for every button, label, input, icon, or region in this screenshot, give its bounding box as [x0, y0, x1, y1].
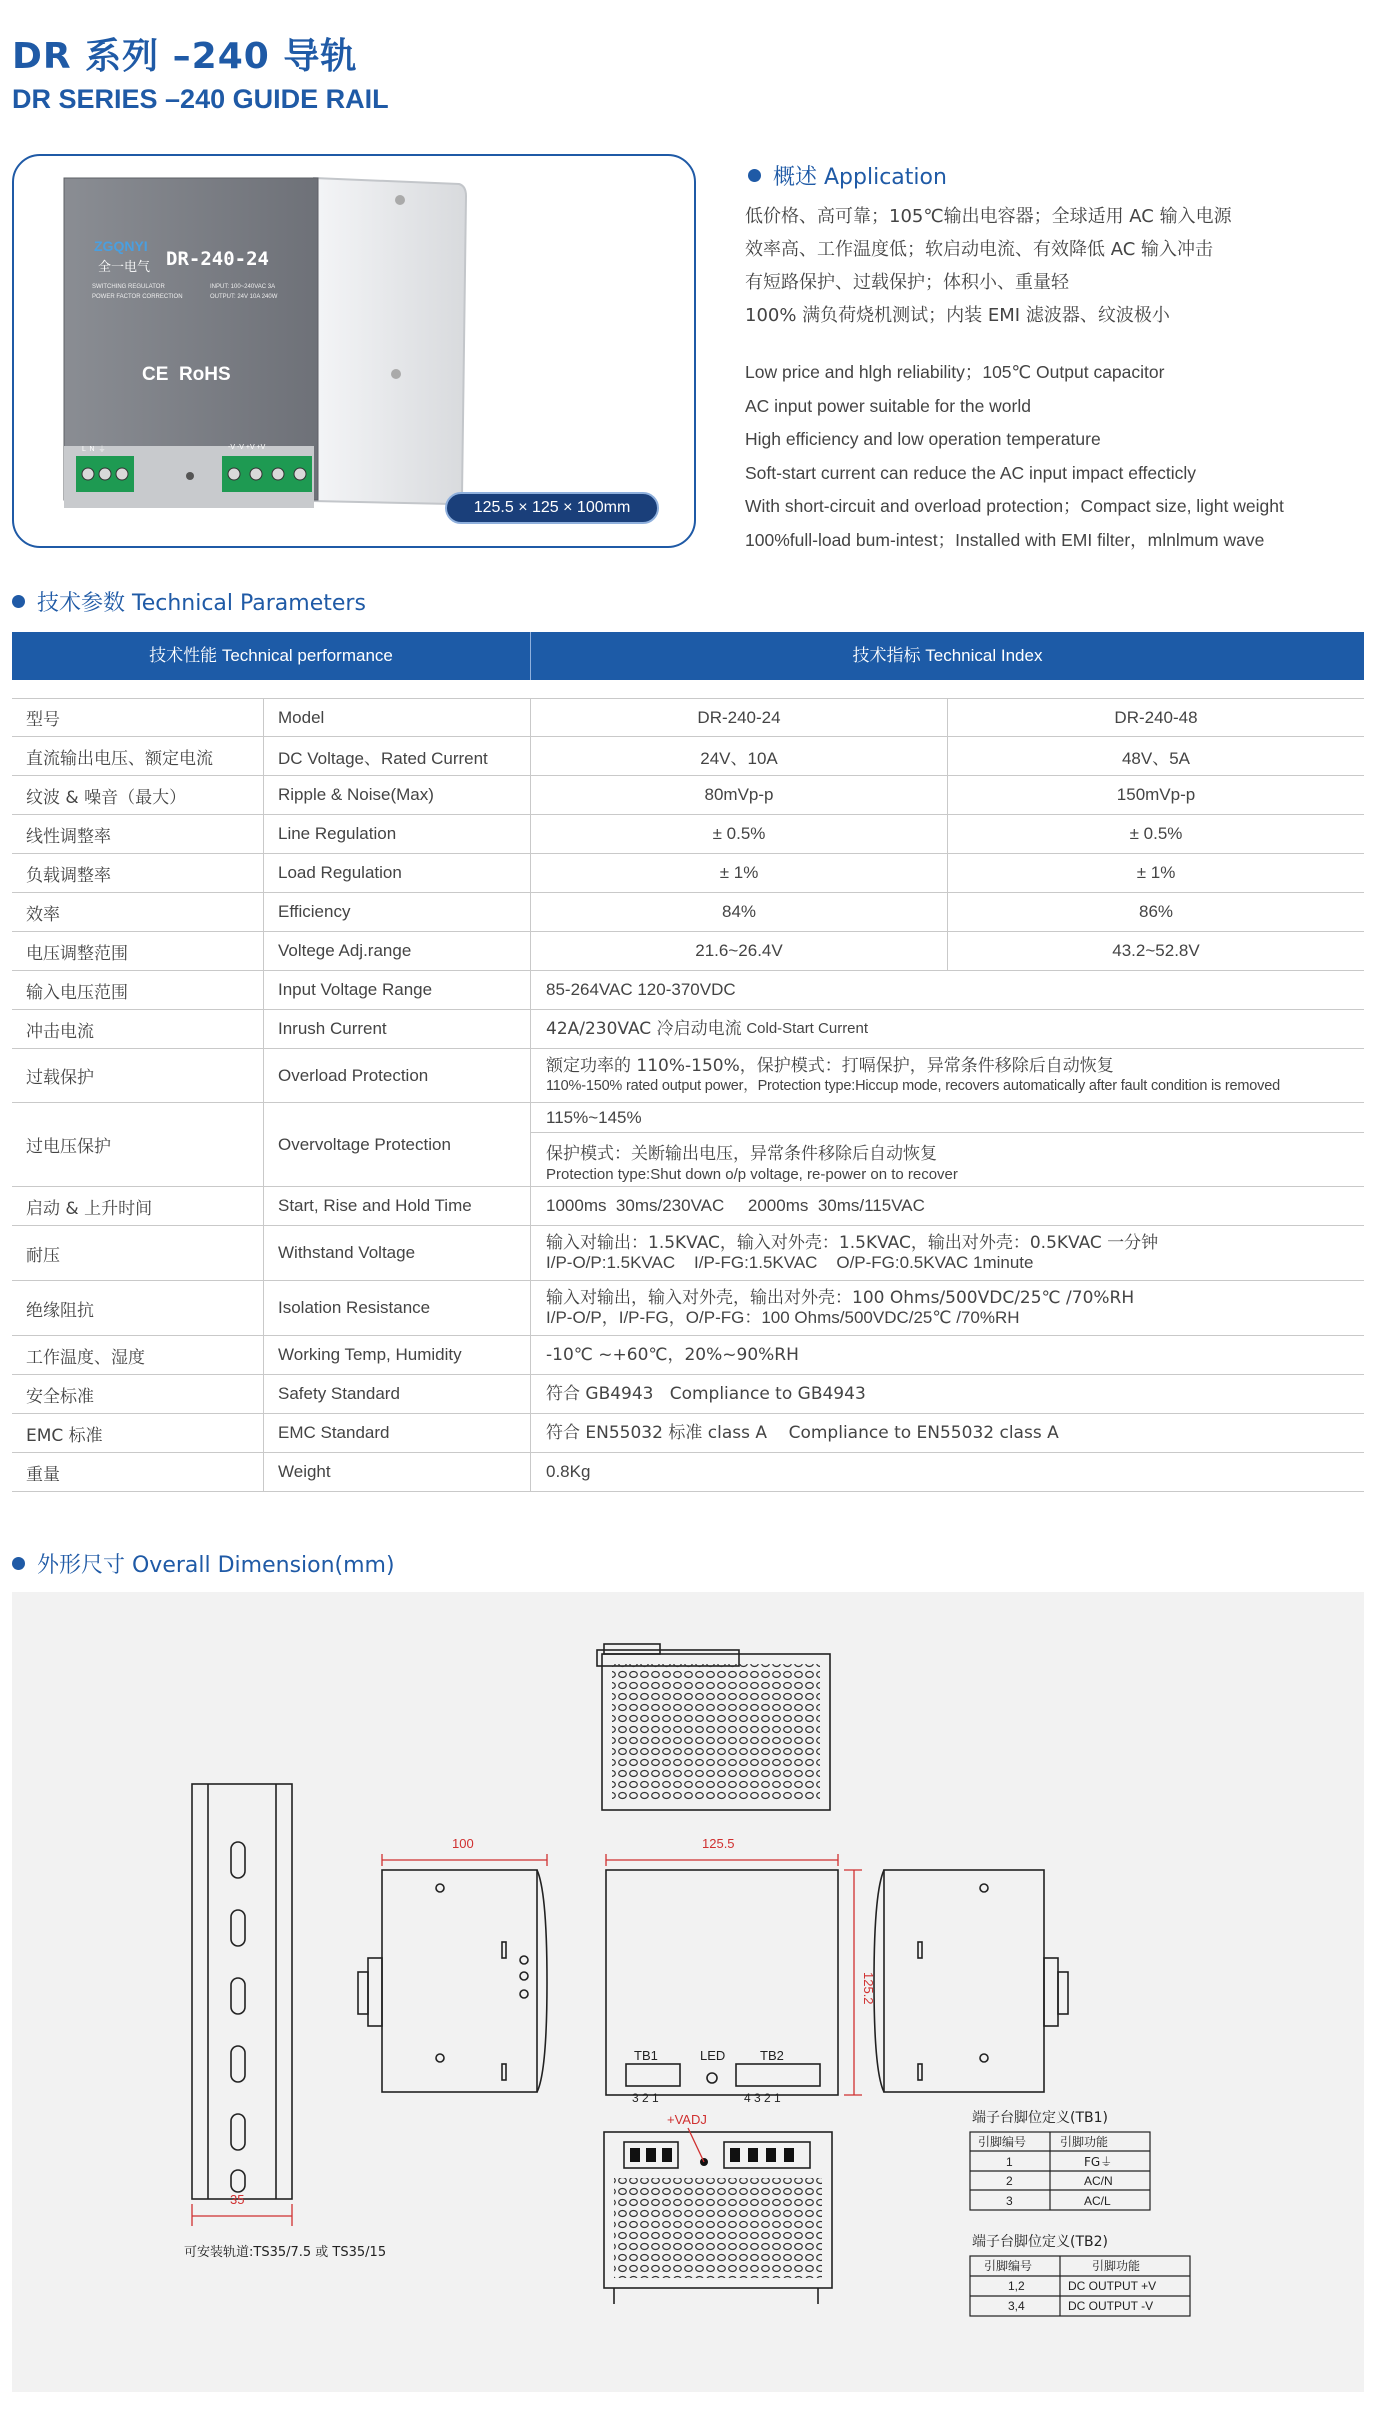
value-48v: 48V、5A: [1121, 748, 1191, 768]
value-24v: 21.6~26.4V: [531, 932, 948, 970]
value-text: Cold-Start Current: [746, 1020, 869, 1037]
value-text: Protection type:Shut down o/p voltage, re-power on to recover: [546, 1166, 958, 1183]
value-text: 42A/230VAC 冷启动电流: [546, 1019, 742, 1039]
table-row: [12, 1375, 1364, 1414]
param-en: Safety Standard: [264, 1375, 531, 1413]
param-en: Voltege Adj.range: [264, 932, 531, 970]
technical-table: [12, 698, 1364, 1492]
value-text: I/P-O/P:1.5KVAC I/P-FG:1.5KVAC O/P-FG:0.5KVAC 1minute: [546, 1253, 1034, 1272]
value-wide: [531, 1226, 1364, 1280]
table-row: [12, 1010, 1364, 1049]
param-cn: 输入电压范围: [12, 971, 264, 1009]
param-en: Start, Rise and Hold Time: [264, 1187, 531, 1225]
value-wide: [531, 1010, 1364, 1048]
application-en-item: Low price and hlgh reliability；105℃ Output capacitor: [745, 362, 1165, 382]
col-performance: 技术性能 Technical performance: [12, 632, 531, 680]
param-cn: 负载调整率: [12, 854, 264, 892]
param-en: Ripple & Noise(Max): [264, 776, 531, 814]
dimension-drawing: [12, 1592, 1364, 2392]
tb2-pin: 3,4: [1008, 2299, 1025, 2313]
application-heading: [748, 160, 947, 191]
table-row: [12, 1414, 1364, 1453]
value-text: 符合 EN55032 标准 class A Compliance to EN55032 class A: [546, 1423, 1059, 1443]
table-row: [12, 815, 1364, 854]
value-text: I/P-O/P，I/P-FG，O/P-FG：100 Ohms/500VDC/25℃ /70%RH: [546, 1308, 1020, 1327]
product-model: DR-240-24: [166, 248, 269, 270]
param-en: Withstand Voltage: [264, 1226, 531, 1280]
tb2-pins: 4 3 2 1: [744, 2091, 781, 2105]
value-24v: DR-240-24: [531, 699, 948, 736]
value-text: 额定功率的 110%-150%，保护模式：打嗝保护，异常条件移除后自动恢复: [546, 1055, 1114, 1076]
bullet-icon: [12, 595, 25, 608]
dimension-drawing-svg: [12, 1592, 1364, 2392]
param-cn: 效率: [12, 893, 264, 931]
param-en: Overload Protection: [264, 1049, 531, 1102]
dim-125-5-label: 125.5: [702, 1836, 735, 1851]
dim-100-label: 100: [452, 1836, 474, 1851]
product-illustration: [14, 156, 696, 548]
param-cn: 电压调整范围: [12, 932, 264, 970]
value-text: 保护模式：关断输出电压，异常条件移除后自动恢复: [546, 1144, 937, 1164]
param-en: DC Voltage、Rated Current: [264, 737, 531, 775]
tb2-func: DC OUTPUT -V: [1068, 2299, 1154, 2313]
tb1-table-title: 端子台脚位定义(TB1): [972, 2110, 1108, 2126]
param-en: Load Regulation: [264, 854, 531, 892]
tb2-func: DC OUTPUT +V: [1068, 2279, 1157, 2293]
param-cn: 过载保护: [12, 1049, 264, 1102]
dim-35-label: 35: [230, 2192, 245, 2207]
table-row: [12, 971, 1364, 1010]
tb1-col-pin: 引脚编号: [978, 2135, 1027, 2149]
param-cn: 工作温度、湿度: [12, 1336, 264, 1374]
value-wide: [531, 1049, 1364, 1102]
vadj-label: +VADJ: [667, 2112, 707, 2127]
value-wide: [531, 1375, 1364, 1413]
param-cn: 型号: [12, 699, 264, 736]
col-index: 技术指标 Technical Index: [852, 646, 1043, 665]
table-row: [12, 1103, 1364, 1187]
param-cn: 重量: [12, 1453, 264, 1491]
value-24v: 80mVp-p: [531, 776, 948, 814]
param-cn: 安全标准: [12, 1375, 264, 1413]
tb2-label: TB2: [760, 2048, 784, 2063]
tb1-func: AC/N: [1084, 2174, 1113, 2188]
application-cn-item: 低价格、高可靠；105℃输出电容器；全球适用 AC 输入电源: [745, 206, 1232, 227]
value-wide: [531, 1281, 1364, 1335]
product-terminal-left-label: L N ⏚: [82, 446, 106, 453]
param-cn: 耐压: [12, 1226, 264, 1280]
page-title-en: DR SERIES –240 GUIDE RAIL: [12, 84, 389, 114]
bullet-icon: [12, 1557, 25, 1570]
param-cn: 启动 & 上升时间: [12, 1187, 264, 1225]
value-wide: [531, 1453, 1364, 1491]
value-text: 0.8Kg: [546, 1462, 591, 1481]
param-en: Input Voltage Range: [264, 971, 531, 1009]
param-en: Working Temp, Humidity: [264, 1336, 531, 1374]
technical-heading: [12, 586, 366, 617]
value-24v: ± 1%: [531, 854, 948, 892]
value-48v: DR-240-48: [1114, 707, 1198, 727]
table-row: [12, 698, 1364, 737]
value-24v: ± 0.5%: [531, 815, 948, 853]
param-en: Inrush Current: [264, 1010, 531, 1048]
product-brand: ZGQNYI: [94, 238, 148, 254]
tb1-func: FG⏚: [1084, 2155, 1113, 2169]
value-text: 输入对输出：1.5KVAC，输入对外壳：1.5KVAC，输出对外壳：0.5KVAC 一分钟: [546, 1233, 1159, 1253]
table-row: [12, 1049, 1364, 1103]
tb2-pin: 1,2: [1008, 2279, 1025, 2293]
value-wide: [531, 1103, 1364, 1186]
param-en: Overvoltage Protection: [264, 1103, 531, 1186]
technical-heading-text: 技术参数 Technical Parameters: [37, 591, 366, 616]
param-en: Weight: [264, 1453, 531, 1491]
param-en: Efficiency: [264, 893, 531, 931]
tb1-pins: 3 2 1: [632, 2091, 659, 2105]
table-row: [12, 1281, 1364, 1336]
application-cn-item: 100% 满负荷烧机测试；内装 EMI 滤波器、纹波极小: [745, 305, 1170, 326]
dim-125-2-label: 125.2: [861, 1972, 876, 2005]
product-terminal-right-label: -V -V +V +V: [228, 444, 266, 451]
param-cn: 线性调整率: [12, 815, 264, 853]
application-cn-item: 效率高、工作温度低；软启动电流、有效降低 AC 输入冲击: [745, 239, 1214, 260]
tb1-func: AC/L: [1084, 2194, 1111, 2208]
tb2-col-func: 引脚功能: [1092, 2259, 1141, 2273]
value-text: 符合 GB4943 Compliance to GB4943: [546, 1384, 866, 1404]
value-text: 输入对输出，输入对外壳，输出对外壳：100 Ohms/500VDC/25℃ /70%RH: [546, 1288, 1135, 1308]
tb1-pin: 3: [1006, 2194, 1013, 2208]
value-48v: 43.2~52.8V: [1112, 941, 1200, 960]
value-24v: 84%: [531, 893, 948, 931]
table-row: [12, 893, 1364, 932]
table-row: [12, 737, 1364, 776]
value-48v: 86%: [1138, 902, 1174, 921]
value-48v: ± 0.5%: [1129, 824, 1183, 843]
value-text: 85-264VAC 120-370VDC: [546, 980, 736, 999]
product-label-line2: POWER FACTOR CORRECTION: [92, 294, 183, 300]
dimension-heading-text: 外形尺寸 Overall Dimension(mm): [37, 1553, 395, 1578]
product-cert: CE RoHS: [142, 364, 231, 385]
rail-note: 可安装轨道:TS35/7.5 或 TS35/15: [184, 2245, 387, 2260]
table-row: [12, 1226, 1364, 1281]
param-en: Model: [264, 699, 531, 736]
param-en: Line Regulation: [264, 815, 531, 853]
value-text: 110%-150% rated output power，Protection type:Hiccup mode, recovers automatically after fault condition is removed: [546, 1077, 1280, 1094]
value-text: -10℃ ~+60℃，20%~90%RH: [546, 1345, 799, 1365]
value-48v: 150mVp-p: [1116, 785, 1196, 804]
value-24v: 24V、10A: [531, 737, 948, 775]
tb2-col-pin: 引脚编号: [984, 2259, 1033, 2273]
param-en: EMC Standard: [264, 1414, 531, 1452]
application-en-list: [745, 356, 1365, 557]
table-row: [12, 1187, 1364, 1226]
application-en-item: Soft-start current can reduce the AC input impact effecticly: [745, 462, 1197, 483]
table-row: [12, 1336, 1364, 1375]
application-en-item: AC input power suitable for the world: [745, 395, 1031, 416]
technical-table-header: [12, 632, 1364, 680]
value-text: 115%~145%: [531, 1103, 1364, 1133]
tb1-col-func: 引脚功能: [1060, 2135, 1109, 2149]
application-en-item: 100%full-load bum-intest；Installed with EMI filter，mlnlmum wave: [745, 529, 1265, 550]
table-row: [12, 1453, 1364, 1492]
param-cn: 过电压保护: [12, 1103, 264, 1186]
table-row: [12, 932, 1364, 971]
value-wide: [531, 1414, 1364, 1452]
table-row: [12, 776, 1364, 815]
tb1-pin: 2: [1006, 2174, 1013, 2188]
param-cn: 冲击电流: [12, 1010, 264, 1048]
tb1-label: TB1: [634, 2048, 658, 2063]
product-brand-cn: 全一电气: [98, 260, 151, 275]
value-wide: [531, 1187, 1364, 1225]
product-size-badge: 125.5 × 125 × 100mm: [445, 492, 659, 524]
application-cn-list: [745, 200, 1345, 332]
product-spec-line2: OUTPUT: 24V 10A 240W: [210, 294, 278, 300]
product-image-box: [12, 154, 696, 548]
bullet-icon: [748, 169, 761, 182]
param-en: Isolation Resistance: [264, 1281, 531, 1335]
param-cn: 直流输出电压、额定电流: [12, 737, 264, 775]
value-text: 1000ms 30ms/230VAC 2000ms 30ms/115VAC: [546, 1196, 925, 1215]
tb2-table-title: 端子台脚位定义(TB2): [972, 2234, 1108, 2250]
value-wide: [531, 1336, 1364, 1374]
application-en-item: With short-circuit and overload protection；Compact size, light weight: [745, 496, 1284, 516]
param-cn: 绝缘阻抗: [12, 1281, 264, 1335]
tb1-pin: 1: [1006, 2155, 1013, 2169]
value-48v: ± 1%: [1136, 863, 1176, 882]
page-title-cn: DR 系列 –240 导轨: [12, 36, 358, 77]
table-row: [12, 854, 1364, 893]
application-en-item: High efficiency and low operation temperature: [745, 429, 1101, 449]
product-spec-line1: INPUT: 100~240VAC 3A: [210, 284, 276, 290]
product-label-line1: SWITCHING REGULATOR: [92, 284, 165, 290]
param-cn: EMC 标准: [12, 1414, 264, 1452]
value-wide: [531, 971, 1364, 1009]
param-cn: 纹波 & 噪音（最大）: [12, 776, 264, 814]
led-label: LED: [700, 2048, 726, 2063]
dimension-heading: [12, 1548, 395, 1579]
application-heading-text: 概述 Application: [773, 165, 947, 190]
application-cn-item: 有短路保护、过载保护；体积小、重量轻: [745, 272, 1069, 293]
